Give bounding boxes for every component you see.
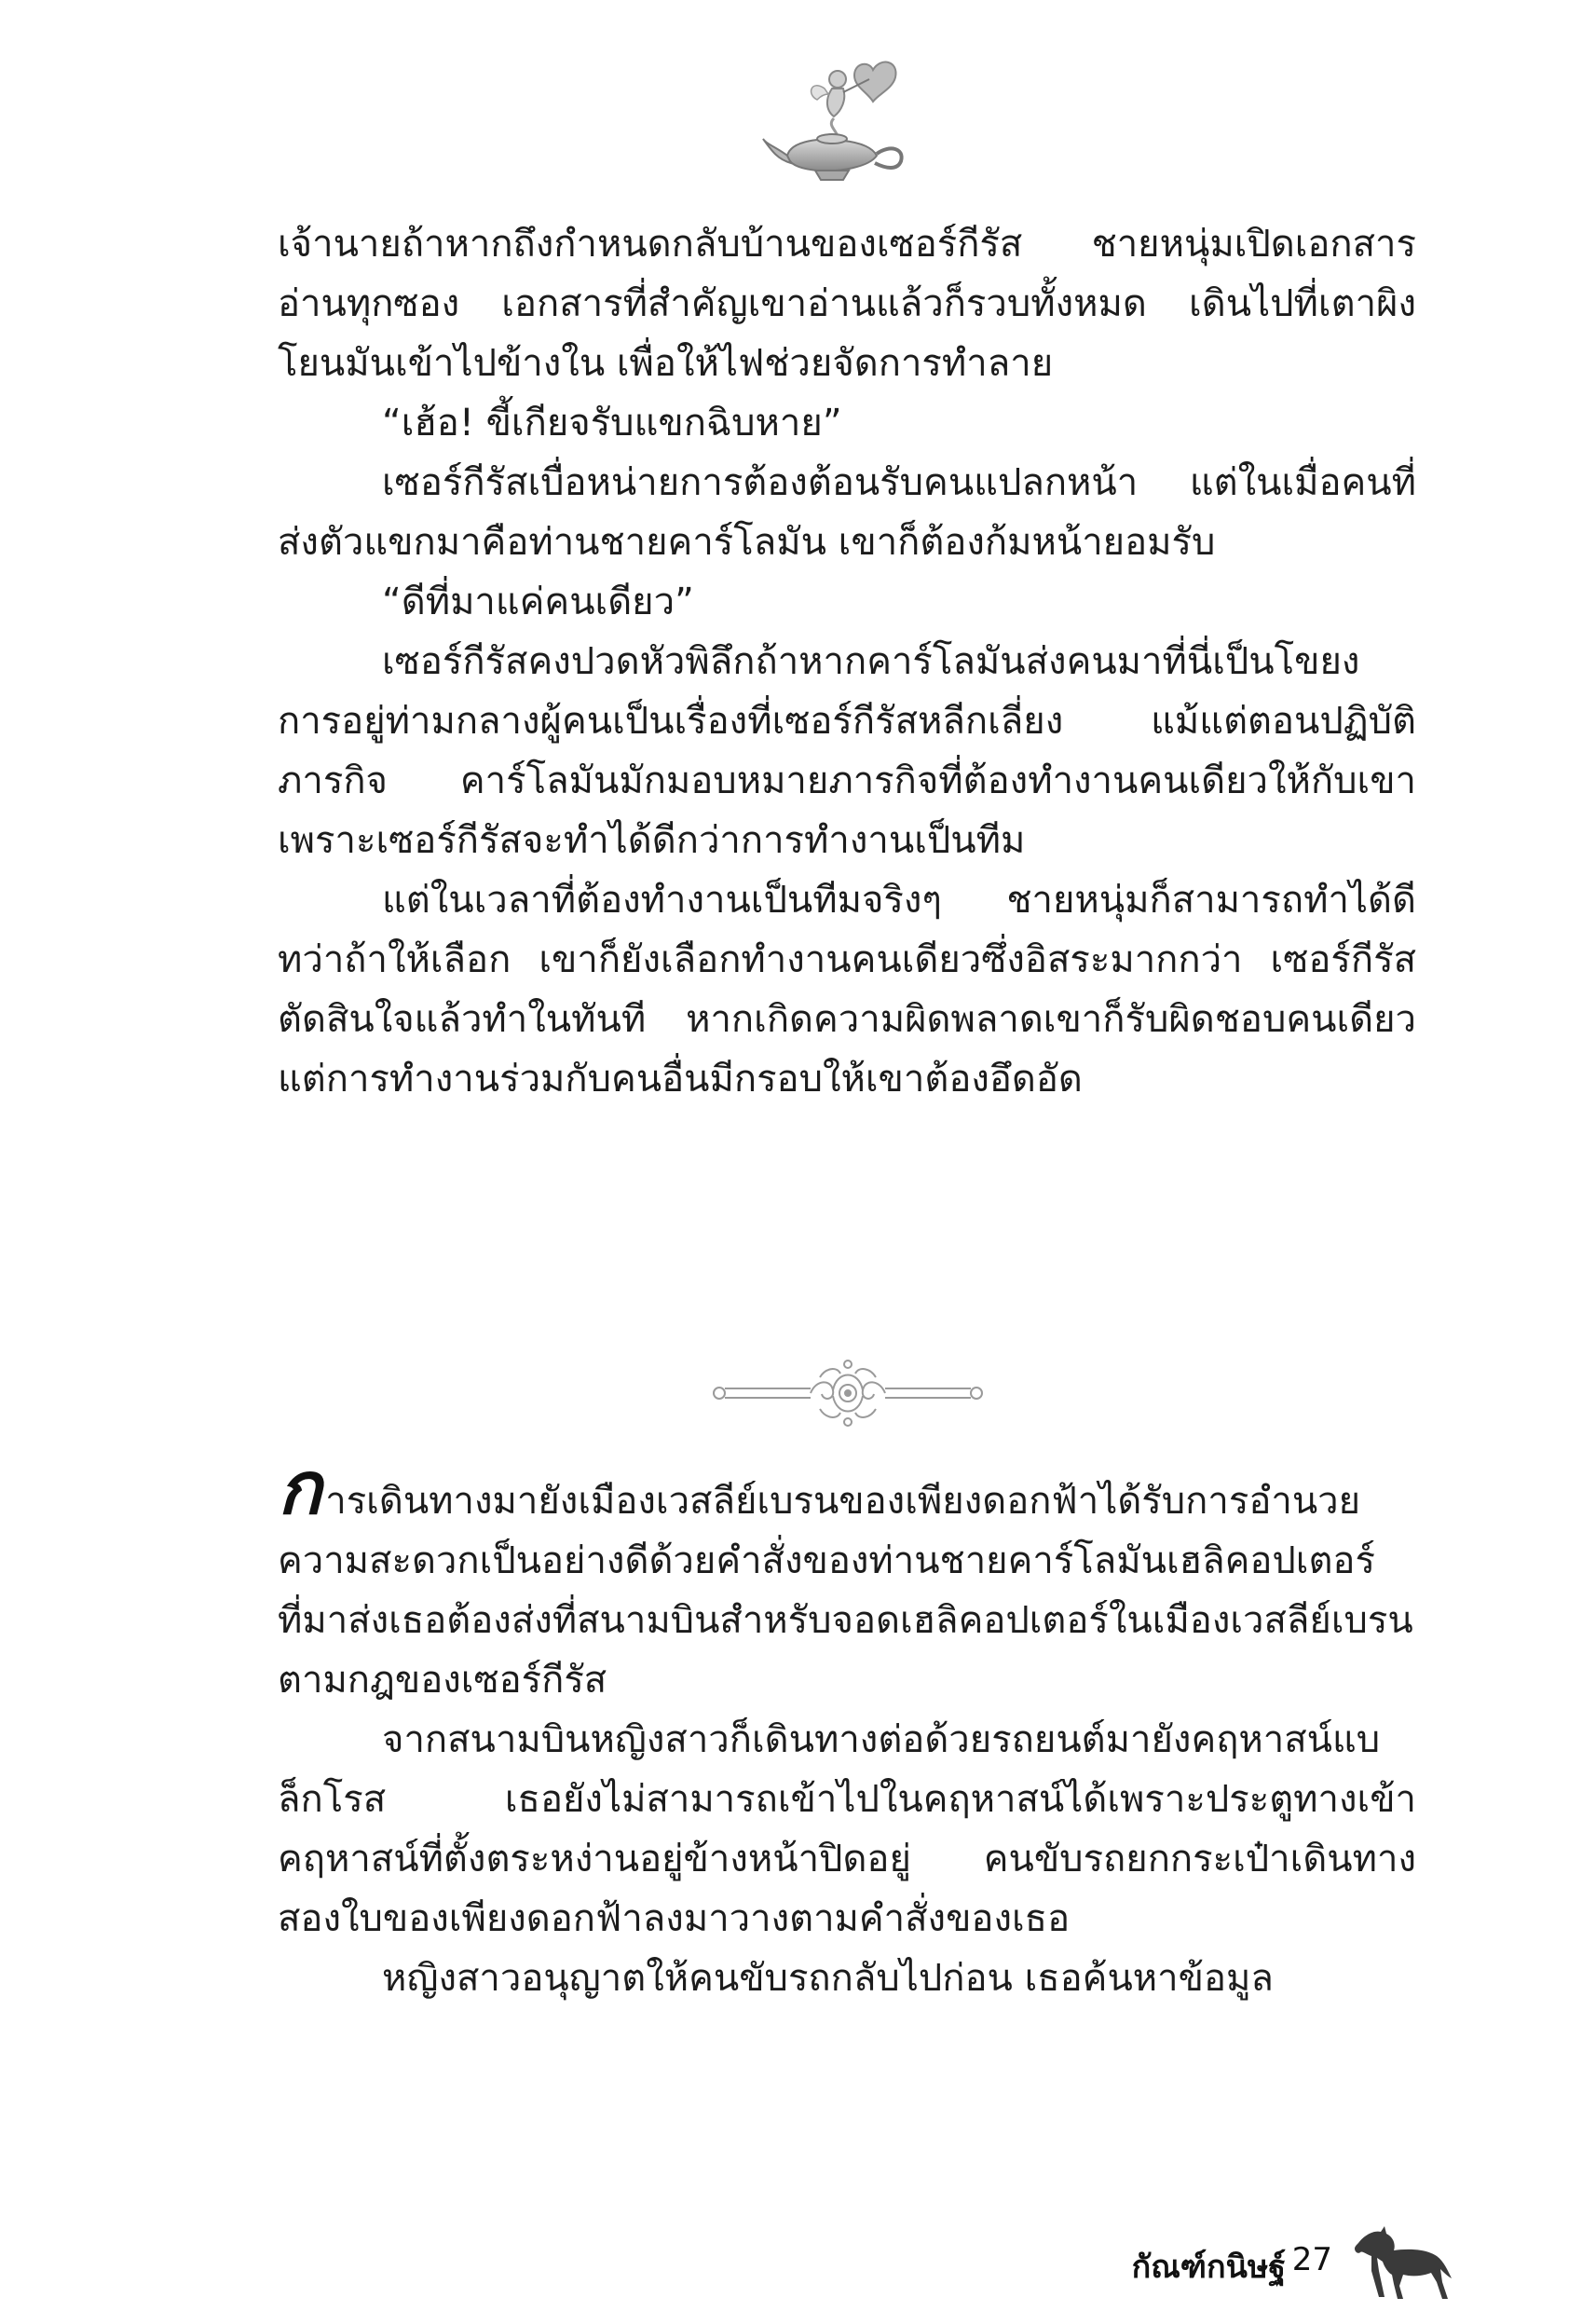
book-title: กัณฑ์กนิษฐ์ [1131, 2249, 1286, 2286]
paragraph: เจ้านายถ้าหากถึงกำหนดกลับบ้านของเซอร์กีรัส ชายหนุ่มเปิดเอกสารอ่านทุกซอง เอกสารที่สำคัญเขาอ่านแล้วก็รวบทั้งหมด เดินไปที่เตาผิงโยนมันเข้าไปข้างใน เพื่อให้ไฟช่วยจัดการทำลาย [278, 223, 1416, 385]
body-text-bottom [278, 1447, 1416, 2008]
horse-icon [1351, 2224, 1453, 2304]
scroll-ornament-divider-icon [708, 1351, 988, 1435]
paragraph: “เฮ้อ! ขี้เกียจรับแขกฉิบหาย” [382, 402, 842, 444]
body-text-top [278, 214, 1416, 1109]
genie-lamp-cupid-icon [759, 51, 918, 191]
paragraph: แต่ในเวลาที่ต้องทำงานเป็นทีมจริงๆ ชายหนุ่มก็สามารถทำได้ดีทว่าถ้าให้เลือก เขาก็ยังเลือกทำงานคนเดียวซึ่งอิสระมากกว่า เซอร์กีรัสตัดสินใจแล้วทำในทันที หากเกิดความผิดพลาดเขาก็รับผิดชอบคนเดียวแต่การทำงานร่วมกับคนอื่นมีกรอบให้เขาต้องอึดอัด [278, 879, 1416, 1101]
page-number: 27 [1291, 2241, 1332, 2278]
paragraph: หญิงสาวอนุญาตให้คนขับรถกลับไปก่อน เธอค้นหาข้อมูล [382, 1957, 1274, 2000]
paragraph: เซอร์กีรัสคงปวดหัวพิลึกถ้าหากคาร์โลมันส่งคนมาที่นี่เป็นโขยงการอยู่ท่ามกลางผู้คนเป็นเรื่องที่เซอร์กีรัสหลีกเลี่ยง แม้แต่ตอนปฏิบัติภารกิจ คาร์โลมันมักมอบหมายภารกิจที่ต้องทำงานคนเดียวให้กับเขาเพราะเซอร์กีรัสจะทำได้ดีกว่าการทำงานเป็นทีม [278, 640, 1416, 862]
drop-cap: ก [278, 1447, 322, 1531]
paragraph: “ดีที่มาแค่คนเดียว” [382, 581, 694, 623]
paragraph-with-drop-cap [278, 1447, 1416, 1710]
paragraph: จากสนามบินหญิงสาวก็เดินทางต่อด้วยรถยนต์มายังคฤหาสน์แบล็กโรส เธอยังไม่สามารถเข้าไปในคฤหาสน์ได้เพราะประตูทางเข้าคฤหาสน์ที่ตั้งตระหง่านอยู่ข้างหน้าปิดอยู่ คนขับรถยกกระเป๋าเดินทางสองใบของเพียงดอกฟ้าลงมาวางตามคำสั่งของเธอ [278, 1718, 1416, 1940]
paragraph: เซอร์กีรัสเบื่อหน่ายการต้องต้อนรับคนแปลกหน้า แต่ในเมื่อคนที่ส่งตัวแขกมาคือท่านชายคาร์โลมัน เขาก็ต้องก้มหน้ายอมรับ [278, 461, 1416, 564]
paragraph-text: ารเดินทางมายังเมืองเวสลีย์เบรนของเพียงดอกฟ้าได้รับการอำนวยความสะดวกเป็นอย่างดีด้วยคำสั่งของท่านชายคาร์โลมันเฮลิคอปเตอร์ที่มาส่งเธอต้องส่งที่สนามบินสำหรับจอดเฮลิคอปเตอร์ในเมืองเวสลีย์เบรนตามกฎของเซอร์กีรัส [278, 1480, 1413, 1702]
page-footer [932, 2232, 1453, 2306]
